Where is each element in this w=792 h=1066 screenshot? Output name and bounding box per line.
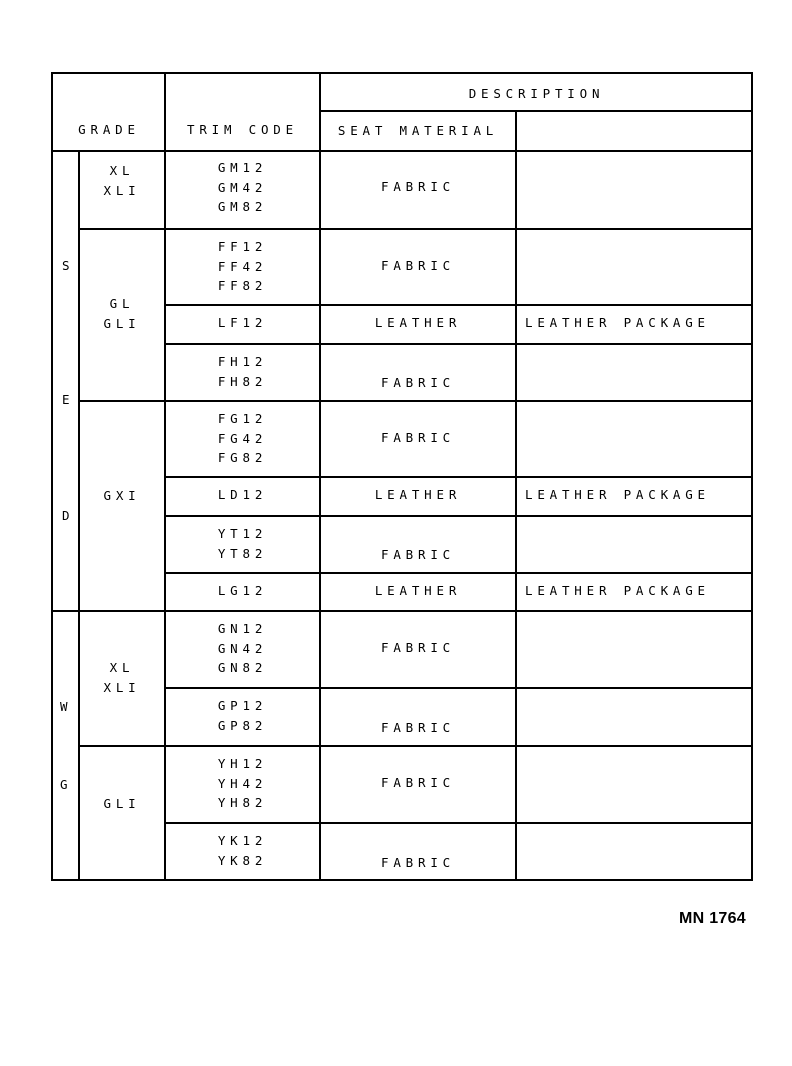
description-cell: LEATHER PACKAGE <box>525 487 710 502</box>
grid-line <box>78 150 80 881</box>
grid-line <box>164 228 753 230</box>
grid-line <box>164 343 753 345</box>
grid-line <box>78 745 164 747</box>
grade-cell: GL GLI <box>103 296 141 331</box>
grid-line <box>164 476 753 478</box>
trim-code-cell: YT12 YT82 <box>217 526 268 561</box>
header-description: DESCRIPTION <box>468 86 605 101</box>
trim-code-table <box>51 72 753 881</box>
grid-line <box>164 400 753 402</box>
grid-line <box>164 515 753 517</box>
grade-cell: XL XLI <box>103 660 141 695</box>
grade-cell: GXI <box>103 488 141 503</box>
grid-line <box>164 572 753 574</box>
trim-code-cell: FF12 FF42 FF82 <box>217 239 268 293</box>
seat-material-cell: LEATHER <box>374 315 462 330</box>
document-id: MN 1764 <box>678 910 746 927</box>
seat-material-cell: FABRIC <box>381 430 455 445</box>
seat-material-cell: FABRIC <box>381 547 455 562</box>
description-cell: LEATHER PACKAGE <box>525 583 710 598</box>
seat-material-cell: LEATHER <box>374 583 462 598</box>
trim-code-cell: GM12 GM42 GM82 <box>217 160 268 214</box>
body-style-wg-w: W <box>60 699 68 714</box>
body-style-wg-g: G <box>60 777 68 792</box>
body-style-sed-d: D <box>62 508 70 523</box>
grid-line <box>78 400 164 402</box>
grid-line <box>164 822 753 824</box>
header-grade: GRADE <box>78 122 140 137</box>
seat-material-cell: FABRIC <box>381 775 455 790</box>
grid-line <box>320 110 753 112</box>
trim-code-cell: FG12 FG42 FG82 <box>217 411 268 465</box>
grade-cell: XL XLI <box>103 163 141 198</box>
grid-line <box>51 72 753 74</box>
body-style-sed-s: S <box>62 258 70 273</box>
body-style-sed-e: E <box>62 392 70 407</box>
seat-material-cell: FABRIC <box>381 375 455 390</box>
grid-line <box>51 150 753 152</box>
trim-code-cell: GP12 GP82 <box>217 698 268 733</box>
trim-code-cell: LD12 <box>217 487 268 502</box>
grid-line <box>164 610 753 612</box>
grid-line <box>51 72 53 881</box>
trim-code-cell: FH12 FH82 <box>217 354 268 389</box>
grid-line <box>51 879 753 881</box>
seat-material-cell: FABRIC <box>381 258 455 273</box>
grid-line <box>164 304 753 306</box>
trim-code-cell: YH12 YH42 YH82 <box>217 756 268 810</box>
trim-code-cell: GN12 GN42 GN82 <box>217 621 268 675</box>
grade-cell: GLI <box>103 796 141 811</box>
trim-code-cell: LG12 <box>217 583 268 598</box>
description-cell: LEATHER PACKAGE <box>525 315 710 330</box>
header-seat-material: SEAT MATERIAL <box>337 123 499 138</box>
seat-material-cell: LEATHER <box>374 487 462 502</box>
trim-code-cell: YK12 YK82 <box>217 833 268 868</box>
header-trim-code: TRIM CODE <box>187 122 298 137</box>
grid-line <box>164 687 753 689</box>
grid-line <box>78 228 164 230</box>
seat-material-cell: FABRIC <box>381 179 455 194</box>
seat-material-cell: FABRIC <box>381 640 455 655</box>
trim-code-cell: LF12 <box>217 315 268 330</box>
grid-line <box>164 745 753 747</box>
seat-material-cell: FABRIC <box>381 720 455 735</box>
seat-material-cell: FABRIC <box>381 855 455 870</box>
